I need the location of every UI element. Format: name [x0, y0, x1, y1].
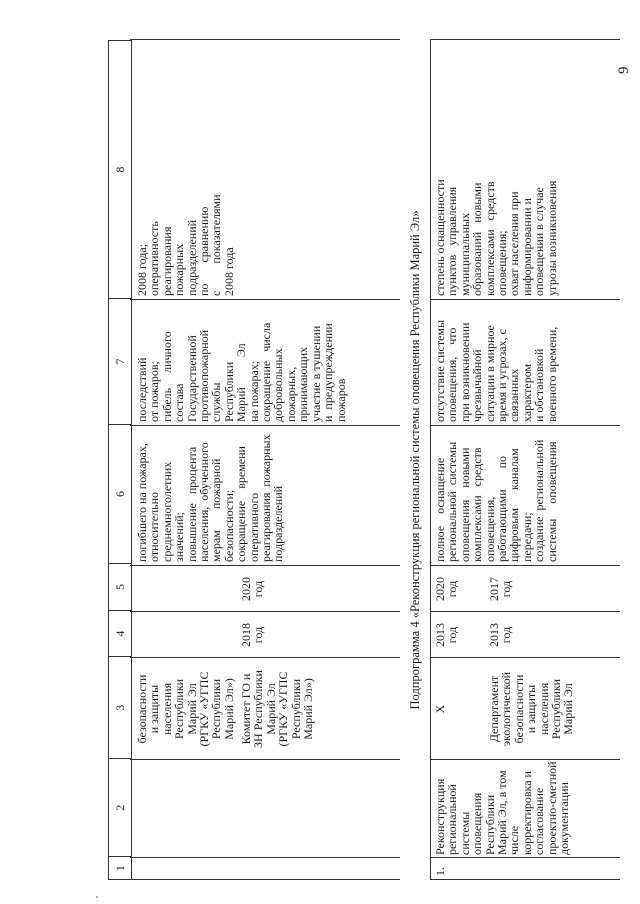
consequences-text: последствий от пожаров; гибель личного состава Государственной противопожарной службы Республики Марий Эл на пожарах; сокращение числа добровольных пожарных, принимающих участие в тушении и предупреждении пожаров — [135, 322, 348, 422]
start-year: 2018 год — [239, 623, 266, 647]
column-line — [430, 299, 620, 300]
end-year: 2020 год — [239, 577, 266, 601]
column-line — [430, 857, 620, 858]
header-col-6: 6 — [109, 424, 132, 563]
column-line — [130, 857, 400, 858]
column-line — [130, 759, 400, 760]
rotated-document-table — [108, 40, 620, 880]
column-line — [130, 39, 400, 40]
column-line — [130, 299, 400, 300]
table-header-row — [109, 41, 132, 880]
header-col-8: 8 — [109, 41, 132, 299]
column-line — [430, 759, 620, 760]
column-line — [130, 565, 400, 566]
cross-mark: Х — [433, 704, 447, 714]
indicators-text: степень оснащенности пунктов управления муниципальных образований новыми комплексами средств оповещения; охват населения при информировании и оповещении в случае угрозы возникновения — [433, 179, 559, 296]
responsible-agency-text: безопасности и защиты населения Республики Марий Эл (РГКУ «УГПС Республики Марий Эл») — [135, 671, 236, 747]
expected-result-text: погибшего на пожарах, относительно среднемноголетних значений; повышение процента населения, обученного мерам пожарной безопасности; сокращение времени оперативного реагирования пожарных подразделений — [135, 434, 286, 562]
column-line — [430, 657, 620, 658]
end-year: 2020 год — [433, 577, 460, 601]
column-line — [130, 879, 400, 880]
scan-speck — [96, 896, 98, 898]
start-year: 2013 год — [433, 623, 460, 647]
expected-result-text: полное оснащение региональной системы оповещения новыми комплексами средств оповещения, работающими по цифровым каналам передачи; создание региональной системы оповещения — [433, 439, 559, 562]
column-line — [430, 39, 620, 40]
consequences-text: отсутствие системы оповещения, что при возникновении чрезвычайной ситуации в мирное время и угрозах, с связанных характером и обстановкой военного времени, — [433, 319, 559, 422]
column-line — [430, 565, 620, 566]
column-line — [430, 611, 620, 612]
start-year: 2013 год — [487, 623, 514, 647]
measure-name-text: Реконструкция региональной системы оповещения Республики Марий Эл, в том числе корректировка и согласование проектно-сметной документации — [433, 761, 572, 855]
indicators-text: 2008 года; оперативность реагирования пожарных подразделений по сравнению с показателями 2008 года — [135, 194, 236, 296]
responsible-agency-text: Департамент экологической безопасности и защиты населения Республики Марий Эл — [487, 671, 576, 747]
row-line — [430, 40, 431, 880]
header-col-7: 7 — [109, 299, 132, 425]
responsible-agency-text: Комитет ГО и ЗН Республики Марий Эл (РГКУ «УГПС Республики Марий Эл») — [239, 670, 316, 748]
header-col-3: 3 — [109, 657, 132, 759]
column-line — [130, 425, 400, 426]
column-line — [430, 879, 620, 880]
column-line — [130, 657, 400, 658]
header-col-1: 1 — [109, 857, 132, 880]
column-line — [130, 611, 400, 612]
header-col-5: 5 — [109, 564, 132, 611]
subprogram-title: Подпрограмма 4 «Реконструкция региональной системы оповещения Республики Марий Эл» — [408, 210, 422, 710]
header-row-table — [108, 40, 132, 880]
page-number: 9 — [616, 66, 632, 74]
column-line — [430, 425, 620, 426]
item-number: 1. — [433, 867, 447, 876]
end-year: 2017 год — [487, 577, 514, 601]
header-col-4: 4 — [109, 610, 132, 657]
header-col-2: 2 — [109, 759, 132, 857]
